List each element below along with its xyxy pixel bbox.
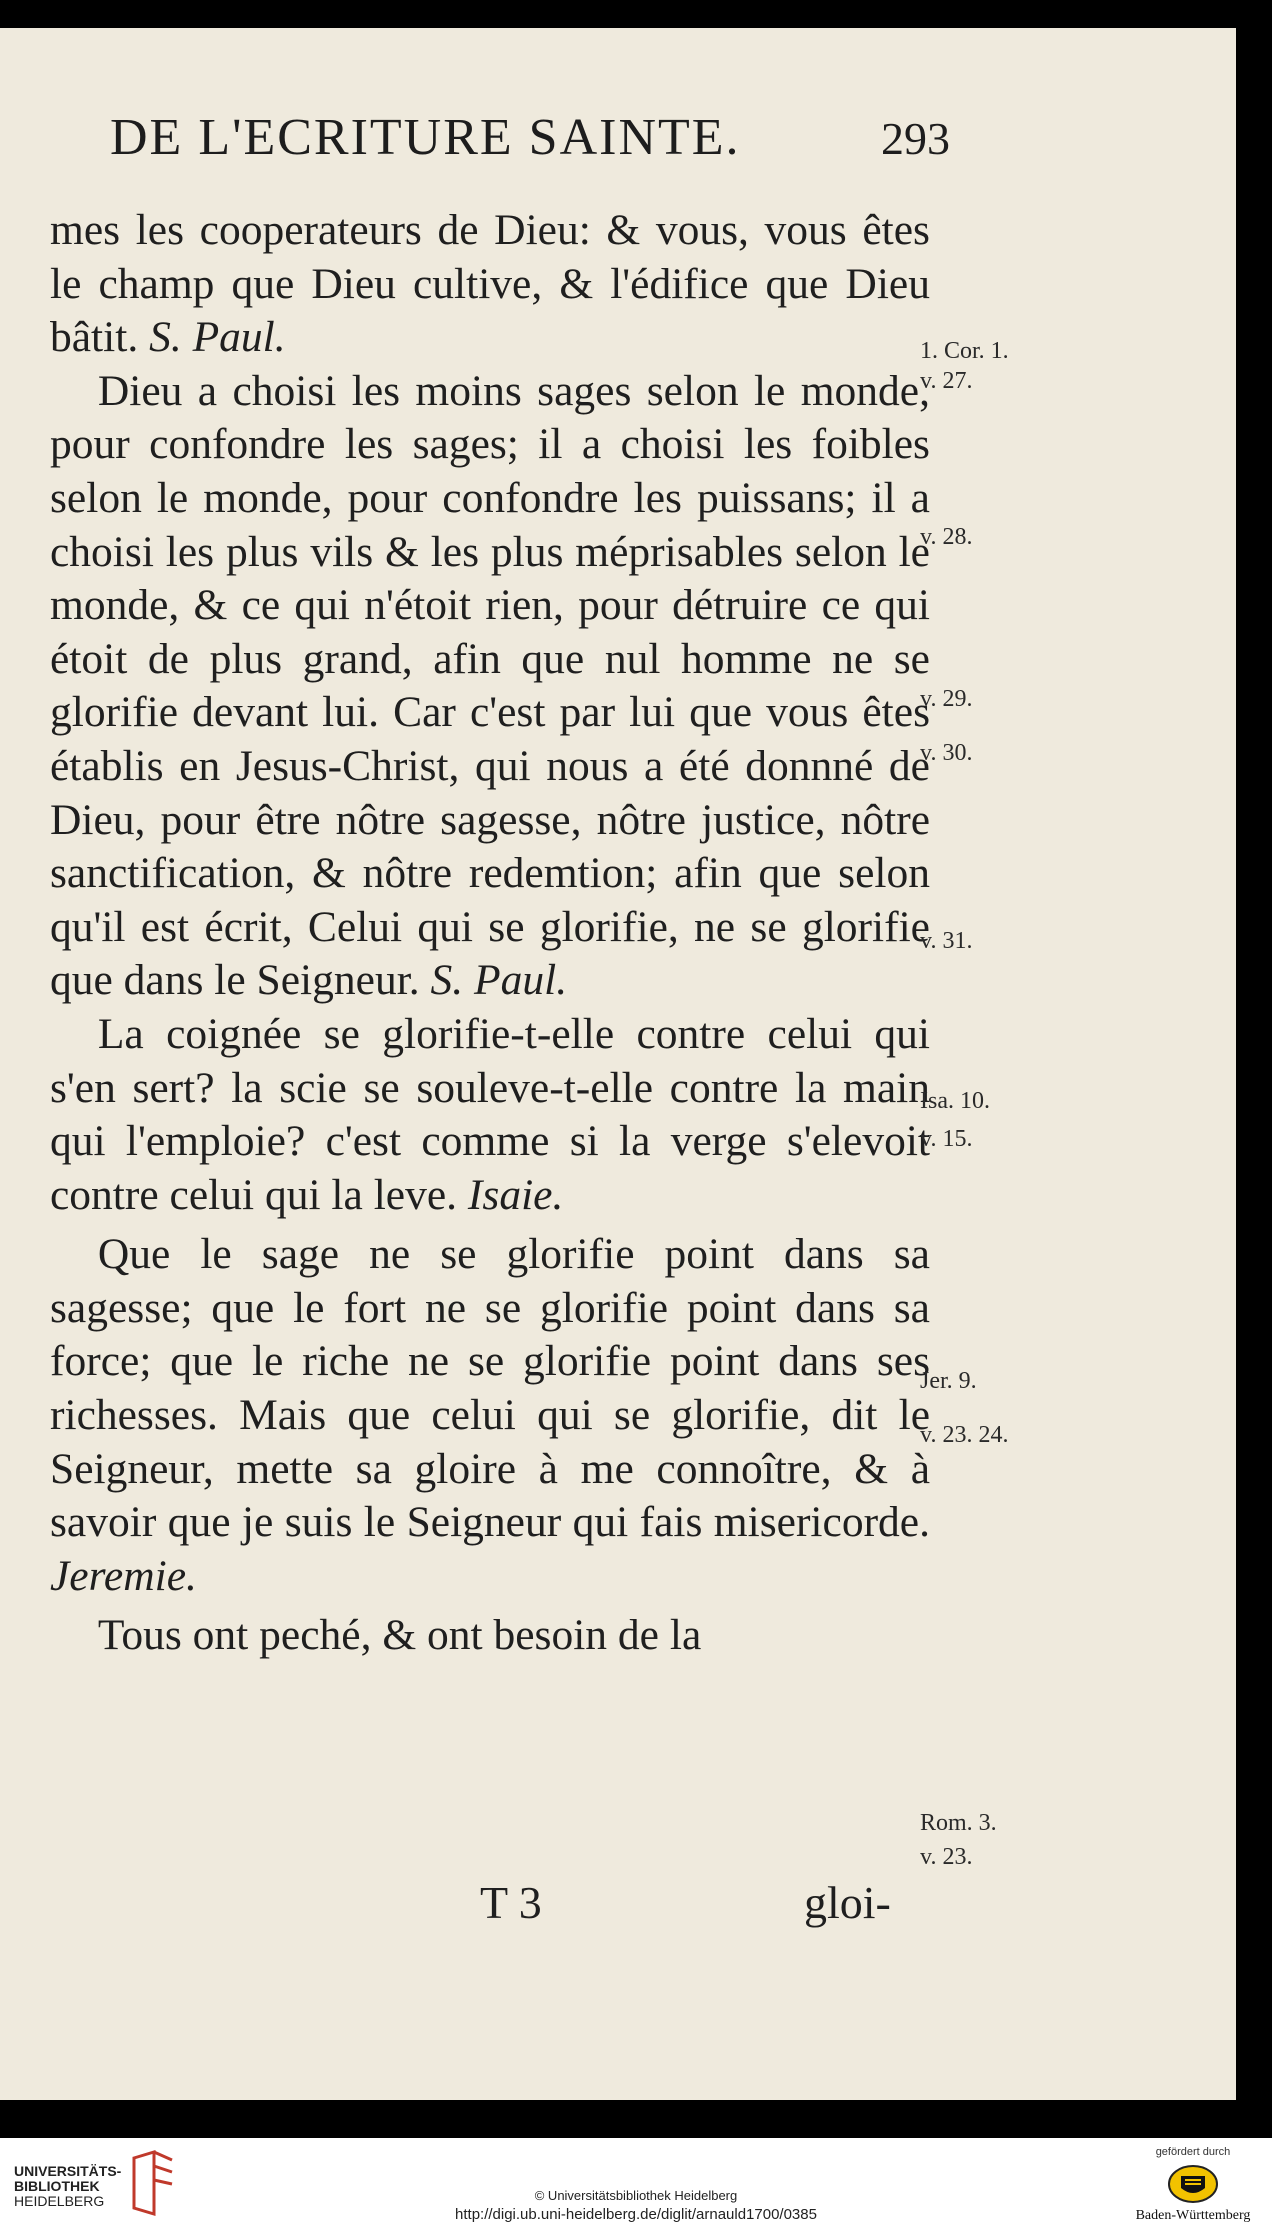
copyright: © Universitätsbibliothek Heidelberg [534, 2188, 738, 2203]
attribution: Jeremie. [50, 1551, 197, 1600]
page-header [110, 108, 950, 188]
attribution: S. Paul. [430, 956, 568, 1005]
margin-note: v. 31. [920, 928, 973, 954]
margin-note: v. 30. [920, 740, 973, 766]
funding-label: gefördert durch [1155, 2146, 1231, 2158]
catchword: gloi- [804, 1877, 891, 1928]
margin-note: v. 28. [920, 524, 973, 550]
margin-note: v. 23. 24. [920, 1422, 1009, 1448]
attribution: Isaie. [467, 1170, 564, 1219]
margin-note: v. 15. [920, 1126, 973, 1152]
signature-mark: T 3 [480, 1877, 542, 1928]
running-title: DE L'ECRITURE SAINTE. [110, 109, 741, 166]
state-emblem-icon [1163, 2162, 1223, 2206]
book-page [0, 28, 1236, 2100]
margin-note: v. 29. [920, 686, 973, 712]
attribution: S. Paul. [149, 313, 286, 362]
paragraph: Tous ont peché, & ont besoin de la [97, 1611, 702, 1660]
paragraph: Que le sage ne se glorifie point dans sa sagesse; que le fort ne se glorifie point dans sa force; que le riche ne se glorifie point dans ses richesses. Mais que celui qui se glorifie, dit le Seigneur, mette sa gloire à me connoître, & à savoir que je suis le Seigneur qui fais misericorde. Jeremie. [50, 1230, 930, 1600]
paragraph: Dieu a choisi les moins sages selon le monde, pour confondre les sages; il a choisi les foibles selon le monde, pour confondre les puissans; il a choisi les plus vils & les plus méprisables selon le monde, & ce qui n'étoit rien, pour détruire ce qui étoit de plus grand, afin que nul homme ne se glorifie devant lui. Car c'est par lui que vous êtes établis en Jesus-Christ, qui nous a été donnné de Dieu, pour être nôtre sagesse, nôtre justice, nôtre sanctification, & nôtre redemtion; afin que selon qu'il est écrit, Celui qui se glorifie, ne se glorifie que dans le Seigneur. S. Paul. [50, 366, 930, 1005]
library-logo-text: UNIVERSITÄTS- BIBLIOTHEK HEIDELBERG [14, 2163, 122, 2209]
margin-note: Jer. 9. [920, 1368, 977, 1394]
body-text [50, 204, 930, 1663]
digitization-footer [0, 2138, 1272, 2228]
margin-note: v. 27. [920, 368, 973, 394]
margin-note: Rom. 3. [920, 1810, 997, 1836]
paragraph: mes les cooperateurs de Dieu: & vous, vous êtes le champ que Dieu cultive, & l'édifice que Dieu bâtit. S. Paul. [50, 206, 930, 362]
permalink[interactable]: http://digi.ub.uni-heidelberg.de/diglit/arnauld1700/0385 [455, 2206, 817, 2223]
margin-note: 1. Cor. 1. [920, 338, 1009, 364]
paragraph: La coignée se glorifie-t-elle contre celui qui s'en sert? la scie se souleve-t-elle contre la main qui l'emploie? c'est comme si la verge s'elevoit contre celui qui la leve. Isaie. [50, 1009, 930, 1219]
funder-name: Baden-Württemberg [1135, 2208, 1251, 2223]
margin-note: Isa. 10. [920, 1088, 990, 1114]
margin-note: v. 23. [920, 1844, 973, 1870]
page-number: 293 [881, 113, 950, 164]
